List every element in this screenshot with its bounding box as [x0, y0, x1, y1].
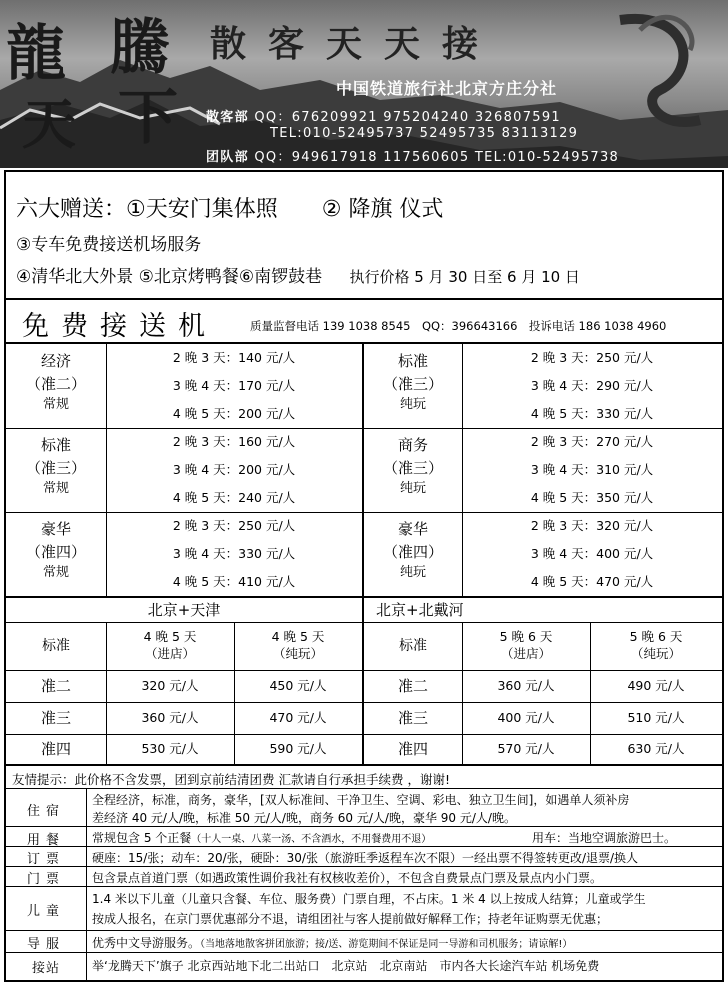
combo-row-label: 准三	[397, 708, 428, 727]
package-grade: （准四）	[382, 542, 443, 561]
combo-row-label: 准二	[40, 676, 71, 695]
brand-char-1: 龍	[6, 19, 66, 89]
agency-name: 中国铁道旅行社北京方庄分社	[336, 79, 558, 98]
brand-char-3: 天	[22, 92, 76, 156]
combo-row-label: 准四	[397, 739, 428, 758]
package-grade: （准二）	[25, 374, 86, 393]
package-cat	[364, 350, 462, 415]
brand-char-4: 下	[118, 83, 178, 153]
combo-col-head	[234, 622, 362, 670]
package-grade: （准三）	[382, 458, 443, 477]
combo-price: 570 元/人	[497, 740, 555, 756]
child-line-2: 按成人报名，在京门票优惠部分不退，请组团社与客人提前做好解释工作；持老年证购票无优惠；	[92, 912, 609, 926]
meal-note: （十人一桌、八菜一汤、不含酒水，不用餐费用不退）	[191, 834, 432, 845]
price-item: 3 晚 4 天：310 元/人	[530, 461, 654, 477]
header-banner	[0, 0, 728, 168]
price-item: 4 晚 5 天：330 元/人	[530, 405, 654, 421]
combo-col-mode: （进店）	[500, 646, 551, 661]
price-item: 2 晚 3 天：250 元/人	[172, 517, 296, 533]
guide-label: 导服	[26, 937, 65, 952]
station-text: 举‘龙腾天下’旗子 北京西站地下北二出站口 北京站 北京南站 市内各大长途汽车站 机场免费	[92, 959, 600, 973]
package-grade: （准三）	[382, 374, 443, 393]
price-item: 4 晚 5 天：470 元/人	[530, 573, 654, 589]
package-cat	[364, 518, 462, 583]
pickup-title: 免费接送机	[22, 311, 217, 342]
gifts-section	[6, 172, 722, 300]
combo-row-label: 准四	[40, 739, 71, 758]
tuandui-contacts: QQ：949617918 117560605 TEL:010-52495738	[254, 150, 620, 165]
gifts-line-3	[16, 262, 580, 287]
combo-col-nights: 5 晚 6 天	[499, 629, 553, 645]
price-item: 3 晚 4 天：290 元/人	[530, 377, 654, 393]
ticket-text: 硬座：15/张；动车：20/张，硬卧：30/张（旅游旺季返程车次不限）一经出票不得签转更改/退票/换人	[92, 851, 639, 865]
price-item: 4 晚 5 天：240 元/人	[172, 489, 296, 505]
package-type: 纯玩	[399, 481, 426, 496]
combo-price: 470 元/人	[269, 709, 327, 725]
price-item: 4 晚 5 天：410 元/人	[172, 573, 296, 589]
price-item: 3 晚 4 天：200 元/人	[172, 461, 296, 477]
price-item: 3 晚 4 天：170 元/人	[172, 377, 296, 393]
tuandui-line	[206, 146, 619, 165]
pickup-section	[6, 300, 722, 344]
price-item: 2 晚 3 天：320 元/人	[530, 517, 654, 533]
price-item: 2 晚 3 天：140 元/人	[172, 349, 296, 365]
package-name: 经济	[40, 352, 71, 370]
child-line-1: 1.4 米以下儿童（儿童只含餐、车位、服务费）门票自理，不占床。1 米 4 以上按成人结算；儿童或学生	[92, 892, 646, 906]
combo-price: 630 元/人	[627, 740, 685, 756]
car-text: 用车：当地空调旅游巴士。	[532, 831, 677, 845]
gate-text: 包含景点首道门票（如遇政策性调价我社有权核收差价），不包含自费景点门票及景点内小门票。	[92, 871, 603, 885]
combo-price: 360 元/人	[497, 677, 555, 693]
package-type: 常规	[42, 397, 69, 412]
package-name: 豪华	[397, 520, 428, 538]
combo-price: 510 元/人	[627, 709, 685, 725]
gifts-line-3-text: ④清华北大外景 ⑤北京烤鸭餐⑥南锣鼓巷	[16, 267, 323, 287]
ticket-label: 订票	[26, 852, 65, 867]
package-grade: （准三）	[25, 458, 86, 477]
sanke-qq-line	[206, 106, 561, 125]
page-title: 散客天天接	[210, 23, 501, 65]
combo-price: 530 元/人	[141, 740, 199, 756]
gifts-line-1: 六大赠送：①天安门集体照 ② 降旗 仪式	[16, 197, 444, 222]
combo-col-head	[462, 622, 590, 670]
package-name: 豪华	[40, 520, 71, 538]
guide-note: （当地落地散客拼团旅游；接/送、游览期间不保证是同一导游和司机服务；请谅解!）	[200, 939, 573, 950]
main-content	[4, 170, 724, 982]
guide-main: 优秀中文导游服务。	[92, 936, 201, 950]
combo-col-head	[590, 622, 722, 670]
package-cat	[364, 434, 462, 499]
gate-label: 门票	[26, 872, 65, 887]
sanke-label: 散客部	[206, 110, 249, 125]
package-cat	[6, 350, 106, 415]
package-name: 标准	[397, 352, 428, 370]
price-item: 2 晚 3 天：160 元/人	[172, 433, 296, 449]
station-label: 接站	[31, 961, 60, 976]
friendly-tip: 友情提示：此价格不含发票，团到京前结清团费 汇款请自行承担手续费 ，谢谢!	[12, 772, 450, 787]
combo-title-tianjin: 北京+天津	[147, 600, 221, 619]
combo-price: 320 元/人	[141, 677, 199, 693]
package-cat	[6, 518, 106, 583]
combo-price: 450 元/人	[269, 677, 327, 693]
price-item: 3 晚 4 天：400 元/人	[530, 545, 654, 561]
combo-title-beidaihe: 北京+北戴河	[376, 600, 464, 619]
lodging-line-2: 差经济 40 元/人/晚，标准 50 元/人/晚，商务 60 元/人/晚，豪华 90 元/人/晚。	[92, 811, 516, 825]
lodging-label: 住宿	[26, 804, 65, 819]
package-type: 纯玩	[399, 397, 426, 412]
combo-col-mode: （纯玩）	[272, 646, 323, 661]
package-type: 常规	[42, 481, 69, 496]
tuandui-label: 团队部	[206, 150, 249, 165]
meal-label: 用餐	[26, 833, 65, 848]
combo-price: 590 元/人	[269, 740, 327, 756]
guide-text	[92, 934, 572, 951]
combo-col-head	[106, 622, 234, 670]
package-name: 商务	[397, 436, 428, 454]
combo-row-head: 标准	[399, 637, 427, 654]
sanke-tel: TEL:010-52495737 52495735 83113129	[270, 126, 579, 141]
combo-row-label: 准二	[397, 676, 428, 695]
combo-price: 400 元/人	[497, 709, 555, 725]
combo-price: 360 元/人	[141, 709, 199, 725]
price-item: 4 晚 5 天：200 元/人	[172, 405, 296, 421]
combo-col-nights: 4 晚 5 天	[271, 629, 325, 645]
child-label: 儿童	[26, 904, 65, 919]
package-type: 纯玩	[399, 565, 426, 580]
sanke-qq: QQ：676209921 975204240 326807591	[254, 110, 561, 125]
combo-row-head: 标准	[42, 637, 70, 654]
gifts-line-2: ③专车免费接送机场服务	[16, 235, 202, 255]
lodging-line-1: 全程经济，标准，商务，豪华，[双人标准间、干净卫生、空调、彩电、独立卫生间]，如遇单人须补房	[92, 793, 630, 807]
price-item: 4 晚 5 天：350 元/人	[530, 489, 654, 505]
hotline-info: 质量监督电话 139 1038 8545 QQ：396643166 投诉电话 186 1038 4960	[250, 319, 667, 333]
combo-col-mode: （纯玩）	[630, 646, 681, 661]
meal-text	[92, 829, 431, 846]
package-cat	[6, 434, 106, 499]
combo-row-label: 准三	[40, 708, 71, 727]
price-item: 2 晚 3 天：250 元/人	[530, 349, 654, 365]
combo-col-mode: （进店）	[144, 646, 195, 661]
brand-char-2: 騰	[110, 13, 170, 83]
meal-main: 常规包含 5 个正餐	[92, 831, 192, 845]
package-grade: （准四）	[25, 542, 86, 561]
combo-col-nights: 5 晚 6 天	[629, 629, 683, 645]
combo-price: 490 元/人	[627, 677, 685, 693]
combo-col-nights: 4 晚 5 天	[143, 629, 197, 645]
price-item: 3 晚 4 天：330 元/人	[172, 545, 296, 561]
price-period: 执行价格 5 月 30 日至 6 月 10 日	[349, 268, 580, 286]
package-type: 常规	[42, 565, 69, 580]
price-item: 2 晚 3 天：270 元/人	[530, 433, 654, 449]
package-name: 标准	[40, 436, 71, 454]
